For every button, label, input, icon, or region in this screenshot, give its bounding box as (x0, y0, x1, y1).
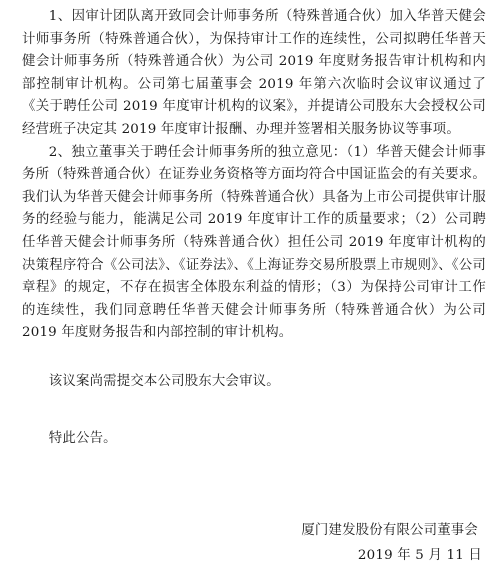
paragraph-audit-appointment: 1、因审计团队离开致同会计师事务所（特殊普通合伙）加入华普天健会计师事务所（特殊普通合伙），为保持审计工作的连续性，公司拟聘任华普天健会计师事务所（特殊普通合伙）为公司 2019 年度财务报告审计机构和内部控制审计机构。公司第七届董事会 2019 年第六次临时会议审议通过了《关于聘任公司 2019 年度审计机构的议案》，并提请公司股东大会授权公司经营班子决定其 2019 年度审计报酬、办理并签署相关服务协议等事项。 (22, 9, 486, 137)
submission-note: 该议案尚需提交本公司股东大会审议。 (48, 373, 280, 389)
announcement-closing: 特此公告。 (48, 430, 117, 446)
signature-company: 厦门建发股份有限公司董事会 (301, 523, 478, 538)
signature-date: 2019 年 5 月 11 日 (357, 548, 482, 563)
paragraph-independent-opinion: 2、独立董事关于聘任会计师事务所的独立意见：（1）华普天健会计师事务所（特殊普通合伙）在证券业务资格等方面均符合中国证监会的有关要求。我们认为华普天健会计师事务所（特殊普通合伙）具备为上市公司提供审计服务的经验与能力，能满足公司 2019 年度审计工作的质量要求；（2）公司聘任华普天健会计师事务所（特殊普通合伙）担任公司 2019 年度审计机构的决策程序符合《公司法》、《证券法》、《上海证券交易所股票上市规则》、《公司章程》的规定，不存在损害全体股东利益的情形；（3）为保持公司审计工作的连续性，我们同意聘任华普天健会计师事务所（特殊普通合伙）为公司 2019 年度财务报告和内部控制的审计机构。 (22, 144, 486, 341)
